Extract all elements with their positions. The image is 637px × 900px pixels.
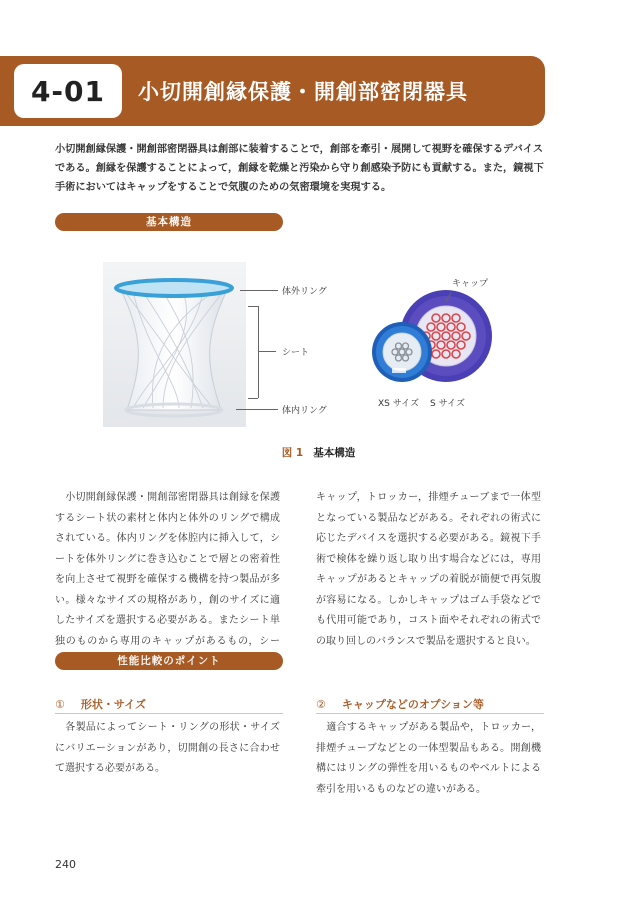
point-1-title: 形状・サイズ — [80, 698, 146, 711]
point-1-heading — [55, 696, 146, 712]
label-cap: キャップ — [452, 279, 489, 289]
figure-number: 図 1 — [281, 447, 304, 459]
comparison-heading: 性能比較のポイント — [55, 652, 283, 670]
leader-inner-ring — [236, 409, 278, 410]
label-xs-size: XS サイズ — [378, 399, 420, 409]
sheet-bracket-bottom — [248, 398, 258, 399]
section-number: 4-01 — [14, 64, 122, 118]
point-2-heading — [316, 696, 484, 712]
sheet-bracket — [258, 306, 259, 398]
page-title: 小切開創縁保護・開創部密閉器具 — [138, 80, 468, 104]
caps-illustration — [370, 290, 495, 390]
figure-caption — [0, 445, 637, 460]
point-2-body — [316, 718, 541, 800]
sheet-bracket-top — [248, 306, 258, 307]
point-1-underline — [55, 713, 283, 714]
point-1-number: ① — [55, 698, 65, 711]
label-outer-ring: 体外リング — [282, 287, 327, 297]
body-left-column — [55, 488, 280, 673]
leader-outer-ring — [240, 290, 278, 291]
leader-sheet — [258, 351, 276, 352]
label-s-size: S サイズ — [430, 399, 465, 409]
point-1-body — [55, 718, 280, 780]
body-left-text: 小切開創縁保護・開創部密閉器具は創縁を保護するシート状の素材と体内と体外のリングで構成されている。体内リングを体腔内に挿入して，シートを体外リングに巻き込むことで層との密着性を向上させて視野を確保する機構を持つ製品が多い。様々なサイズの規格があり，創のサイズに適したサイズを選択する必要がある。またシート単独のものから専用のキャップがあるもの，シー — [55, 492, 280, 647]
intro-paragraph: 小切開創縁保護・開創部密閉器具は創部に装着することで，創部を牽引・展開して視野を確保するデバイスである。創縁を保護することによって，創縁を乾燥と汚染から守り創感染予防にも貢献する。また，鏡視下手術においてはキャップをすることで気腹のための気密環境を実現する。 — [55, 144, 544, 193]
point-2-text: 適合するキャップがある製品や，トロッカー，排煙チューブなどとの一体型製品もある。開創機構にはリングの弾性を用いるものやベルトによる牽引を用いるものなどの違いがある。 — [316, 722, 541, 795]
label-inner-ring: 体内リング — [282, 406, 327, 416]
basic-structure-heading: 基本構造 — [55, 213, 283, 231]
body-right-column: キャップ，トロッカー，排煙チューブまで一体型となっている製品などがある。それぞれの術式に応じたデバイスを選択する必要がある。鏡視下手術で検体を繰り返し取り出す場合などには，専用キャップがあるとキャップの着脱が簡便で再気腹が容易になる。しかしキャップはゴム手袋などでも代用可能であり，コスト面やそれぞれの術式での取り回しのバランスで製品を選択すると良い。 — [316, 492, 541, 647]
point-2-title: キャップなどのオプション等 — [341, 698, 484, 711]
retractor-photo — [103, 262, 246, 427]
point-2-underline — [316, 713, 544, 714]
xs-size-cap — [372, 322, 432, 382]
point-2-number: ② — [316, 698, 326, 711]
retractor-illustration — [103, 262, 246, 427]
label-sheet: シート — [282, 348, 310, 358]
point-1-text: 各製品によってシート・リングの形状・サイズにバリエーションがあり，切開創の長さに合わせて選択する必要がある。 — [55, 722, 280, 774]
page-number: 240 — [55, 858, 76, 871]
figure-caption-text: 基本構造 — [313, 447, 356, 459]
